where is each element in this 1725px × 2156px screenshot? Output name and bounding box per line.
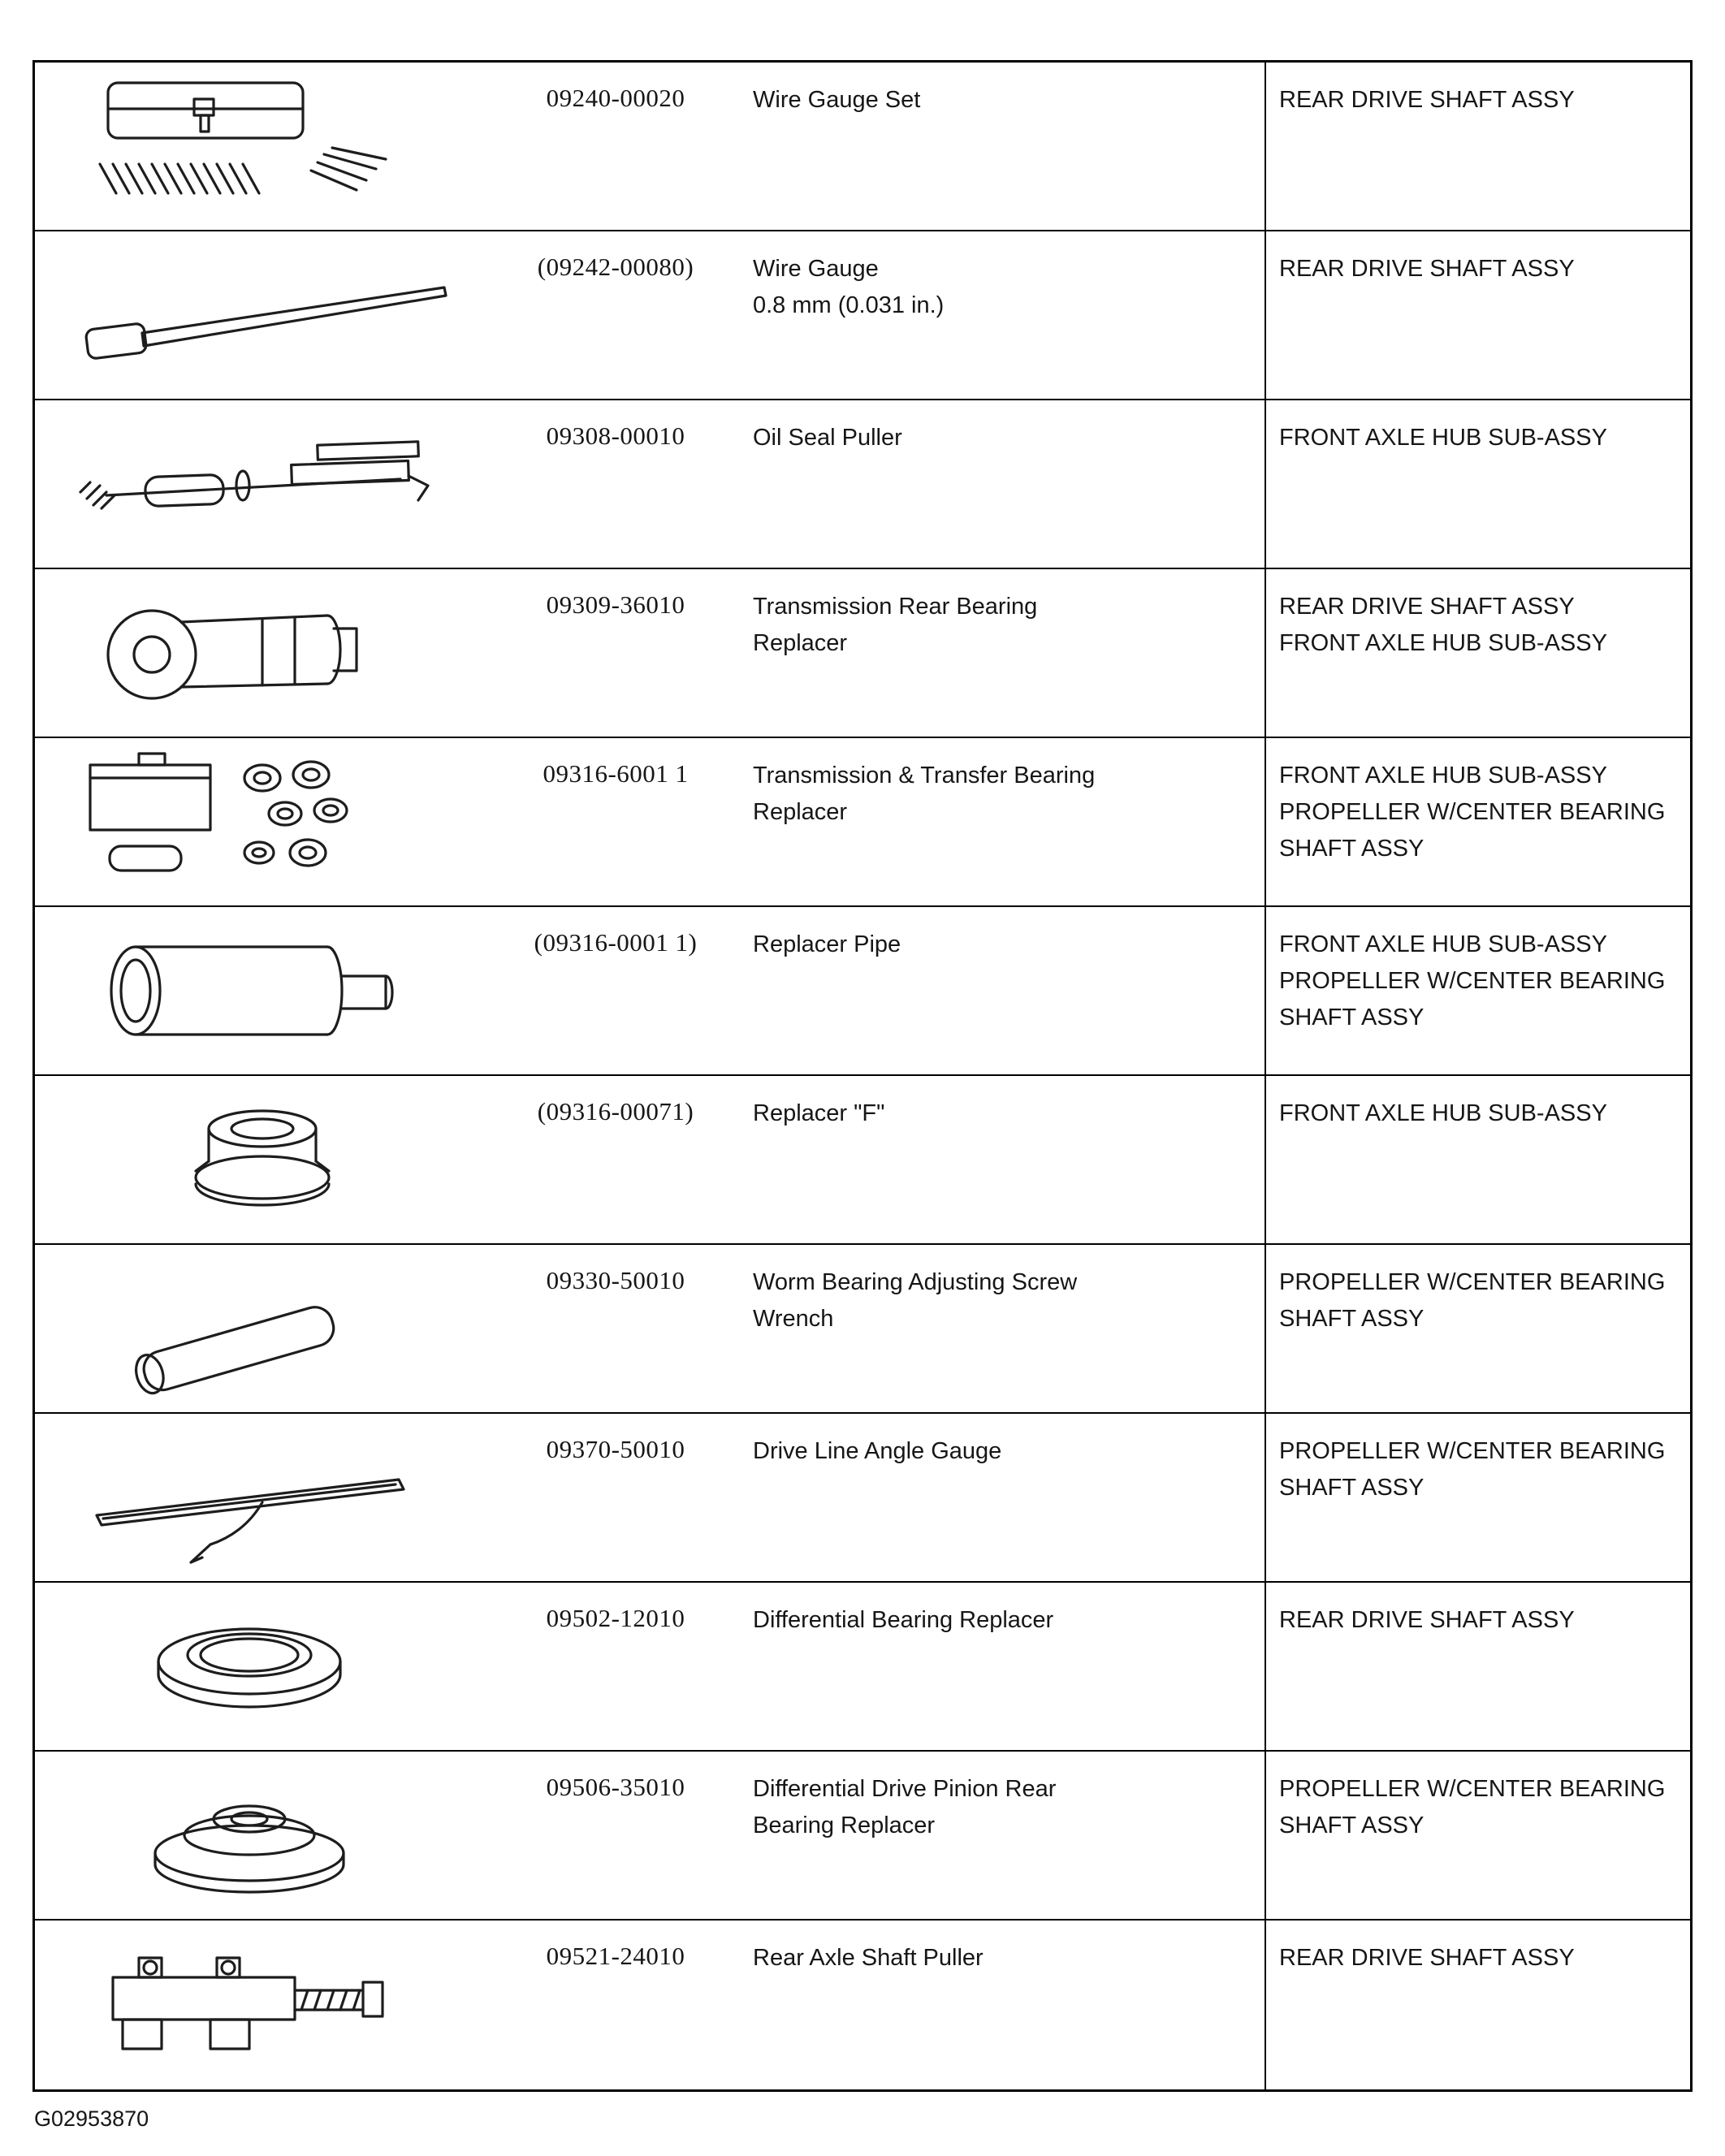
application-line: FRONT AXLE HUB SUB-ASSY bbox=[1279, 1100, 1607, 1126]
wire-gauge-set-illustration bbox=[67, 73, 457, 219]
part-number: 09240-00020 bbox=[546, 84, 685, 112]
table-row bbox=[35, 1921, 1690, 2089]
table-row bbox=[35, 569, 1690, 738]
application-line: REAR DRIVE SHAFT ASSY bbox=[1279, 594, 1575, 620]
part-number: 09506-35010 bbox=[546, 1773, 685, 1801]
part-number: 09316-6001 1 bbox=[543, 759, 689, 788]
tool-name-line: Rear Axle Shaft Puller bbox=[753, 1945, 984, 1971]
tool-name bbox=[741, 63, 1265, 230]
tool-application bbox=[1265, 1921, 1690, 2089]
application-line: REAR DRIVE SHAFT ASSY bbox=[1279, 87, 1575, 113]
application-line: SHAFT ASSY bbox=[1279, 1005, 1425, 1030]
part-number: (09316-00071) bbox=[537, 1097, 694, 1126]
application-line: PROPELLER W/CENTER BEARING bbox=[1279, 1776, 1666, 1802]
rear-axle-shaft-puller-illustration bbox=[67, 1932, 457, 2078]
table-row bbox=[35, 1414, 1690, 1583]
tool-name-line: Wrench bbox=[753, 1306, 834, 1332]
tool-name-line: 0.8 mm (0.031 in.) bbox=[753, 292, 945, 318]
table-row bbox=[35, 738, 1690, 907]
tool-application bbox=[1265, 63, 1690, 230]
tool-name-line: Transmission Rear Bearing bbox=[753, 594, 1038, 620]
tool-application bbox=[1265, 738, 1690, 905]
tool-name-line: Oil Seal Puller bbox=[753, 425, 902, 451]
replacer-pipe-illustration bbox=[67, 918, 457, 1064]
illustration-cell bbox=[35, 400, 490, 568]
illustration-cell bbox=[35, 907, 490, 1074]
part-number: 09370-50010 bbox=[546, 1435, 685, 1463]
transmission-transfer-bearing-replacer-set-illustration bbox=[67, 749, 457, 895]
tool-application bbox=[1265, 231, 1690, 399]
application-line: REAR DRIVE SHAFT ASSY bbox=[1279, 256, 1575, 282]
tool-application bbox=[1265, 1076, 1690, 1243]
part-number: (09316-0001 1) bbox=[534, 928, 698, 957]
table-row bbox=[35, 1076, 1690, 1245]
tool-name-line: Wire Gauge Set bbox=[753, 87, 921, 113]
tool-name-line: Drive Line Angle Gauge bbox=[753, 1438, 1002, 1464]
illustration-cell bbox=[35, 1076, 490, 1243]
wire-gauge-illustration bbox=[67, 242, 457, 388]
application-line: PROPELLER W/CENTER BEARING bbox=[1279, 799, 1666, 825]
table-row bbox=[35, 1583, 1690, 1752]
worm-bearing-adjusting-screw-wrench-illustration bbox=[67, 1255, 457, 1402]
application-line: PROPELLER W/CENTER BEARING bbox=[1279, 1438, 1666, 1464]
tool-application bbox=[1265, 1245, 1690, 1412]
tool-name bbox=[741, 231, 1265, 399]
application-line: FRONT AXLE HUB SUB-ASSY bbox=[1279, 931, 1607, 957]
tool-name bbox=[741, 738, 1265, 905]
application-line: FRONT AXLE HUB SUB-ASSY bbox=[1279, 425, 1607, 451]
tool-name-line: Replacer bbox=[753, 799, 848, 825]
table-row bbox=[35, 63, 1690, 231]
oil-seal-puller-illustration bbox=[67, 411, 457, 557]
tool-application bbox=[1265, 569, 1690, 737]
tool-name bbox=[741, 400, 1265, 568]
application-line: FRONT AXLE HUB SUB-ASSY bbox=[1279, 630, 1607, 656]
tool-name-line: Replacer Pipe bbox=[753, 931, 901, 957]
illustration-cell bbox=[35, 63, 490, 230]
tool-application bbox=[1265, 907, 1690, 1074]
application-line: PROPELLER W/CENTER BEARING bbox=[1279, 968, 1666, 994]
tool-name bbox=[741, 1921, 1265, 2089]
tool-name-line: Worm Bearing Adjusting Screw bbox=[753, 1269, 1078, 1295]
tool-name bbox=[741, 569, 1265, 737]
tool-application bbox=[1265, 1752, 1690, 1919]
differential-bearing-replacer-illustration bbox=[67, 1593, 457, 1739]
tool-name bbox=[741, 907, 1265, 1074]
application-line: FRONT AXLE HUB SUB-ASSY bbox=[1279, 763, 1607, 789]
table-row bbox=[35, 231, 1690, 400]
table-row bbox=[35, 1245, 1690, 1414]
tool-application bbox=[1265, 1414, 1690, 1581]
illustration-cell bbox=[35, 1752, 490, 1919]
illustration-cell bbox=[35, 569, 490, 737]
illustration-cell bbox=[35, 1245, 490, 1412]
tool-name bbox=[741, 1414, 1265, 1581]
application-line: PROPELLER W/CENTER BEARING bbox=[1279, 1269, 1666, 1295]
sst-table bbox=[32, 60, 1693, 2092]
tool-name bbox=[741, 1076, 1265, 1243]
application-line: SHAFT ASSY bbox=[1279, 836, 1425, 862]
table-row bbox=[35, 1752, 1690, 1921]
part-number: 09521-24010 bbox=[546, 1942, 685, 1970]
tool-name-line: Differential Drive Pinion Rear bbox=[753, 1776, 1057, 1802]
application-line: SHAFT ASSY bbox=[1279, 1813, 1425, 1838]
drive-line-angle-gauge-illustration bbox=[67, 1424, 457, 1571]
tool-application bbox=[1265, 1583, 1690, 1750]
tool-name bbox=[741, 1752, 1265, 1919]
part-number: (09242-00080) bbox=[537, 253, 694, 281]
application-line: REAR DRIVE SHAFT ASSY bbox=[1279, 1607, 1575, 1633]
tool-name-line: Wire Gauge bbox=[753, 256, 879, 282]
tool-name-line: Transmission & Transfer Bearing bbox=[753, 763, 1096, 789]
tool-application bbox=[1265, 400, 1690, 568]
part-number: 09330-50010 bbox=[546, 1266, 685, 1294]
tool-name bbox=[741, 1245, 1265, 1412]
part-number: 09309-36010 bbox=[546, 590, 685, 619]
differential-drive-pinion-rear-bearing-replacer-illustration bbox=[67, 1762, 457, 1908]
application-line: REAR DRIVE SHAFT ASSY bbox=[1279, 1945, 1575, 1971]
illustration-cell bbox=[35, 738, 490, 905]
part-number: 09502-12010 bbox=[546, 1604, 685, 1632]
figure-id: G02953870 bbox=[34, 2106, 149, 2131]
tool-name-line: Replacer bbox=[753, 630, 848, 656]
application-line: SHAFT ASSY bbox=[1279, 1306, 1425, 1332]
illustration-cell bbox=[35, 231, 490, 399]
illustration-cell bbox=[35, 1414, 490, 1581]
table-row bbox=[35, 907, 1690, 1076]
transmission-rear-bearing-replacer-illustration bbox=[67, 580, 457, 726]
illustration-cell bbox=[35, 1583, 490, 1750]
tool-name-line: Bearing Replacer bbox=[753, 1813, 936, 1838]
replacer-f-illustration bbox=[67, 1087, 457, 1233]
part-number: 09308-00010 bbox=[546, 421, 685, 450]
illustration-cell bbox=[35, 1921, 490, 2089]
tool-name-line: Replacer "F" bbox=[753, 1100, 885, 1126]
application-line: SHAFT ASSY bbox=[1279, 1475, 1425, 1501]
table-row bbox=[35, 400, 1690, 569]
tool-name-line: Differential Bearing Replacer bbox=[753, 1607, 1054, 1633]
tool-name bbox=[741, 1583, 1265, 1750]
